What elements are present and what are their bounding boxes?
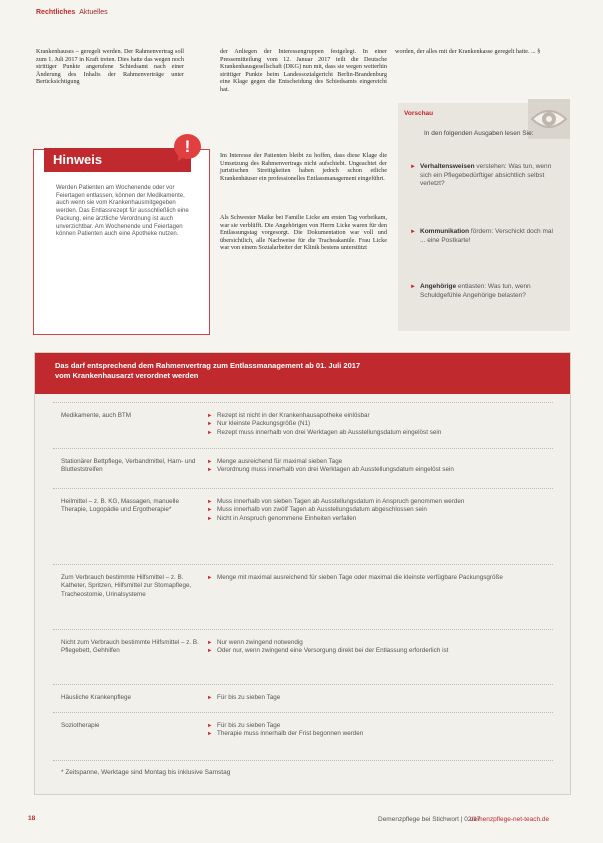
vorschau-item: ► Verhaltensweisen verstehen: Was tun, wenn sich ein Pflegebedürftiger absichtlich selbst verletzt? bbox=[410, 163, 552, 188]
arrow-icon: ► bbox=[207, 467, 213, 474]
table-title: Das darf entsprechend dem Rahmenvertrag zum Entlassmanagement ab 01. Juli 2017 vom Krankenhausarzt verordnet werden bbox=[35, 353, 570, 394]
vorschau-box bbox=[398, 103, 570, 331]
arrow-icon: ► bbox=[207, 459, 213, 465]
body-text-col1: Krankenhauses – geregelt werden. Der Rahmenvertrag soll zum 1. Juli 2017 in Kraft treten. Dies hatte das wegen noch strittiger Punkte angerufene Schiedsamt nach einer Änderung des Inhalts der Rahmenverträge unter Berücksichtigung bbox=[36, 48, 184, 86]
table-row: Stationärer Bettpflege, Verbandmittel, Harn- und Blutteststreifen ► Menge ausreichend für maximal sieben Tage ► Verordnung muss innerhalb von drei Werktagen ab Ausstellungsdatum eingelöst sein bbox=[53, 448, 553, 489]
row-label: Häusliche Krankenpflege bbox=[61, 694, 132, 701]
body-text-col3: worden, der alles mit der Krankenkasse geregelt hatte. ... § bbox=[395, 48, 541, 55]
body-text-col2-p2: Im Interesse der Patienten bleibt zu hoffen, dass diese Klage die Umsetzung des Rahmenvertrags nicht aufschiebt. Ungeachtet der juristischen Streitigkeiten haben jedoch schon etliche Krankenhäuser ein professionelles Entlassmanagement eingeführt. bbox=[220, 152, 387, 182]
row-label: Nicht zum Verbrauch bestimmte Hilfsmittel – z. B. Pflegebett, Gehhilfen bbox=[61, 639, 199, 655]
arrow-icon: ► bbox=[207, 429, 213, 436]
table-footnote: * Zeitspanne, Werktage sind Montag bis inklusive Samstag bbox=[61, 769, 231, 776]
arrow-icon: ► bbox=[207, 731, 213, 738]
footer-url[interactable]: demenzpflege-net-teach.de bbox=[470, 816, 550, 823]
section-label: Rechtliches bbox=[36, 9, 76, 16]
arrow-icon: ► bbox=[207, 515, 213, 522]
table-row: Heilmittel – z. B. KG, Massagen, manuelle Therapie, Logopädie und Ergotherapie* ► Muss innerhalb von sieben Tagen ab Ausstellungsdatum in Anspruch genommen werden ► Muss innerhalb von zwölf Tagen ab Ausstellungsdatum abgeschlossen sein ► Nicht in Anspruch genommene Einheiten verfallen bbox=[53, 488, 553, 565]
table-row: Häusliche Krankenpflege ► Für bis zu sieben Tage bbox=[53, 684, 553, 713]
body-text-col2-p3: Als Schwester Maike bei Familie Licke am ersten Tag vorbeikam, war sie verblüfft. Die Angehörigen von Herrn Licke waren für den Entlassungstag vorgesorgt. Die Dokumentation war voll und übersichtlich, alle Nachweise für die Tracheakanüle. Frau Licke war von einem Sozialarbeiter der Klinik bestens unterstützt bbox=[220, 214, 387, 252]
arrow-icon: ► bbox=[207, 499, 213, 505]
arrow-icon: ► bbox=[207, 507, 213, 514]
hinweis-text: Werden Patienten am Wochenende oder vor Feiertagen entlassen, können der Medikamente, auch wenn sie vom Krankenhausmitgegeben werden. Das Entlassrezept für ausschließlich eine Packung, eine ärztliche Verordnung ist auch unverzichtbar. Am Wochenende und Feiertagen können Patienten auch eine Apotheke nutzen. bbox=[56, 185, 189, 238]
row-label: Heilmittel – z. B. KG, Massagen, manuelle Therapie, Logopädie und Ergotherapie* bbox=[61, 498, 179, 514]
hinweis-title: Hinweis bbox=[44, 148, 191, 172]
table-row: Zum Verbrauch bestimmte Hilfsmittel – z. B. Katheter, Spritzen, Hilfsmittel zur Stomapflege, Tracheostomie, Urinalsysteme ► Menge mit maximal ausreichend für sieben Tage oder maximal die kleinste verfügbare Packungsgröße bbox=[53, 564, 553, 630]
table-row: Nicht zum Verbrauch bestimmte Hilfsmittel – z. B. Pflegebett, Gehhilfen ► Nur wenn zwingend notwendig ► Oder nur, wenn zwingend eine Versorgung direkt bei der Entlassung erforderlich ist bbox=[53, 629, 553, 685]
row-label: Stationärer Bettpflege, Verbandmittel, Harn- und Blutteststreifen bbox=[61, 458, 196, 474]
page-footer bbox=[0, 812, 603, 832]
row-label: Medikamente, auch BTM bbox=[61, 412, 131, 419]
vorschau-item: ► Kommunikation fördern: Verschickt doch mal ... eine Postkarte! bbox=[410, 228, 553, 244]
hinweis-box bbox=[33, 149, 210, 335]
arrow-icon: ► bbox=[207, 648, 213, 655]
arrow-icon: ► bbox=[410, 229, 416, 235]
row-label: Zum Verbrauch bestimmte Hilfsmittel – z. B. Katheter, Spritzen, Hilfsmittel zur Stomapflege, Tracheostomie, Urinalsysteme bbox=[61, 574, 192, 598]
page-header bbox=[36, 9, 108, 16]
arrow-icon: ► bbox=[207, 413, 213, 419]
body-text-col2-p1: der Anliegen der Interessengruppen festgelegt. In einer Pressemitteilung vom 12. Januar 2017 teilt die Deutsche Krankenhausgesellschaft (DKG) nun mit, dass sie wegen weiterhin strittiger Punkte beim Landessozialgericht Berlin-Brandenburg eine Klage gegen die Entscheidung des Schiedsamts eingereicht hat. bbox=[220, 48, 387, 93]
table-row: Medikamente, auch BTM ► Rezept ist nicht in der Krankenhausapotheke einlösbar ► Nur kleinste Packungsgröße (N1) ► Rezept muss innerhalb von drei Werktagen ab Ausstellungsdatum eingelöst sein bbox=[53, 402, 553, 449]
table-row: Soziotherapie ► Für bis zu sieben Tage ► Therapie muss innerhalb der Frist begonnen werden bbox=[53, 712, 553, 761]
arrow-icon: ► bbox=[410, 284, 416, 290]
exclamation-icon: ! bbox=[174, 134, 201, 159]
arrow-icon: ► bbox=[410, 164, 416, 170]
magazine-name: Demenzpflege bei Stichwort | 02/17 bbox=[378, 816, 481, 823]
page-number: 18 bbox=[28, 815, 36, 822]
subsection-label: Aktuelles bbox=[79, 9, 108, 16]
table-divider bbox=[53, 760, 553, 761]
arrow-icon: ► bbox=[207, 695, 213, 701]
eye-icon bbox=[528, 99, 570, 139]
vorschau-intro: In den folgenden Ausgaben lesen Sie: bbox=[424, 130, 534, 137]
vorschau-title: Vorschau bbox=[404, 110, 434, 117]
arrow-icon: ► bbox=[207, 640, 213, 646]
rahmenvertrag-table bbox=[34, 352, 571, 795]
vorschau-item: ► Angehörige entlasten: Was tun, wenn Schuldgefühle Angehörige belasten? bbox=[410, 283, 531, 299]
arrow-icon: ► bbox=[207, 421, 213, 428]
arrow-icon: ► bbox=[207, 575, 213, 581]
arrow-icon: ► bbox=[207, 723, 213, 729]
row-label: Soziotherapie bbox=[61, 722, 100, 729]
